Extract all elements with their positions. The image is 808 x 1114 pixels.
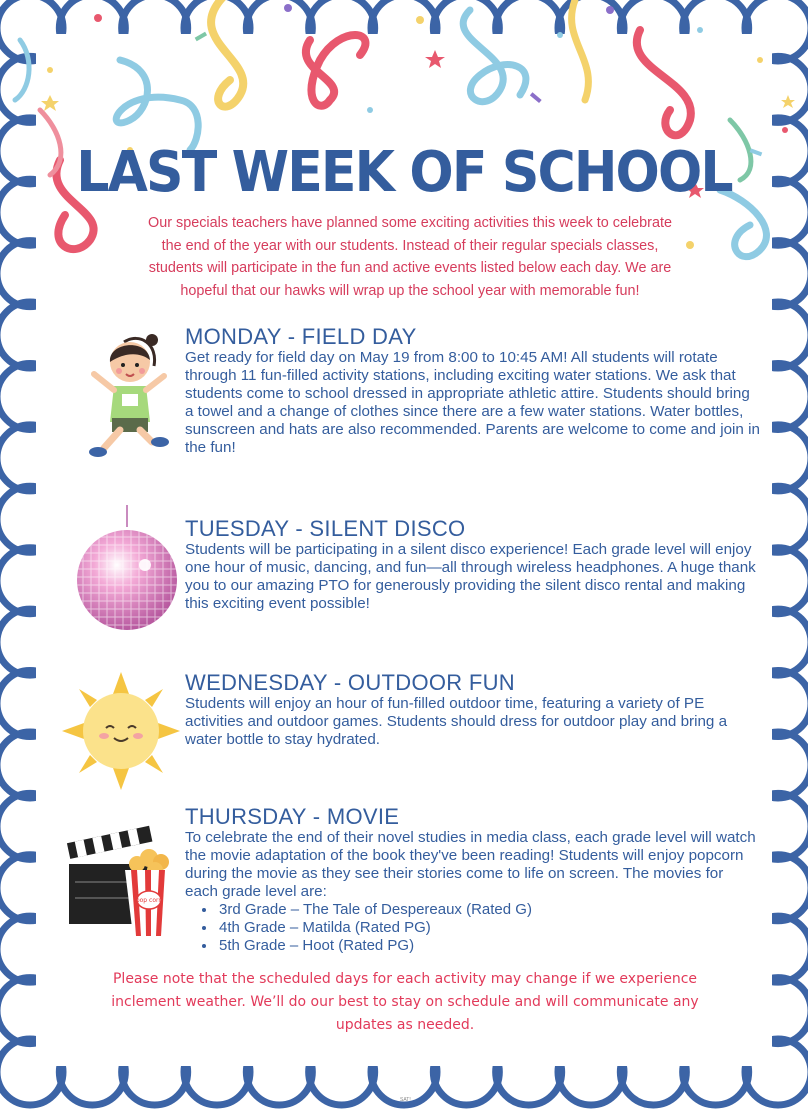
section-heading-wednesday: WEDNESDAY - OUTDOOR FUN [185, 670, 515, 695]
movie-list [185, 901, 760, 955]
section-heading-monday: MONDAY - FIELD DAY [185, 324, 417, 349]
popcorn-label: pop corn [135, 897, 163, 904]
weather-note: Please note that the scheduled days for each activity may change if we experience inclement weather. We’ll do our best to stay on schedule and will communicate any updates as needed. [111, 971, 699, 1033]
disco-ball-icon [75, 505, 180, 635]
movie-list-item: • 3rd Grade – The Tale of Despereaux (Rated G) [217, 901, 760, 919]
section-heading-tuesday: TUESDAY - SILENT DISCO [185, 516, 466, 541]
section-tuesday [185, 517, 760, 613]
sun-icon [62, 672, 180, 790]
movie-list-item: • 4th Grade – Matilda (Rated PG) [217, 919, 760, 937]
section-body-tuesday: Students will be participating in a silent disco experience! Each grade level will enjoy one hour of music, dancing, and fun—all through wireless headphones. A huge thank you to our amazing PTO for generously providing the silent disco rental and making this exciting event possible! [185, 541, 756, 612]
movie-list-item: • 5th Grade – Hoot (Rated PG) [217, 937, 760, 955]
section-heading-thursday: THURSDAY - MOVIE [185, 804, 400, 829]
footer-mark: SAT! [400, 1097, 411, 1103]
section-wednesday [185, 671, 760, 749]
section-thursday [185, 805, 760, 955]
section-monday [185, 325, 760, 457]
girl-running-icon [80, 330, 175, 465]
page-title: LAST WEEK OF SCHOOL [76, 140, 732, 205]
section-body-monday: Get ready for field day on May 19 from 8:00 to 10:45 AM! All students will rotate through 11 fun-filled activity stations, including exciting water stations. We ask that students come to school dressed in appropriate athletic attire. Students should bring a towel and a change of clothes since there are a few water stations. Water bottles, sunscreen and hats are also recommended. Parents are welcome to come and join in the fun! [185, 349, 760, 456]
section-body-thursday: To celebrate the end of their novel studies in media class, each grade level will watch the movie adaptation of the book they've been reading! Students will enjoy popcorn during the movie as they see their stories come to life on screen. The movies for each grade level are: [185, 829, 756, 900]
section-body-wednesday: Students will enjoy an hour of fun-filled outdoor time, featuring a variety of PE activities and outdoor games. Students should dress for outdoor play and bring a water bottle to stay hydrated. [185, 695, 728, 748]
clapperboard-popcorn-icon [65, 812, 185, 940]
intro-paragraph: Our specials teachers have planned some exciting activities this week to celebrate the end of the year with our students. Instead of their regular specials classes, students will participate in the fun and active events listed below each day. We are hopeful that our hawks will wrap up the school year with memorable fun! [148, 215, 672, 299]
